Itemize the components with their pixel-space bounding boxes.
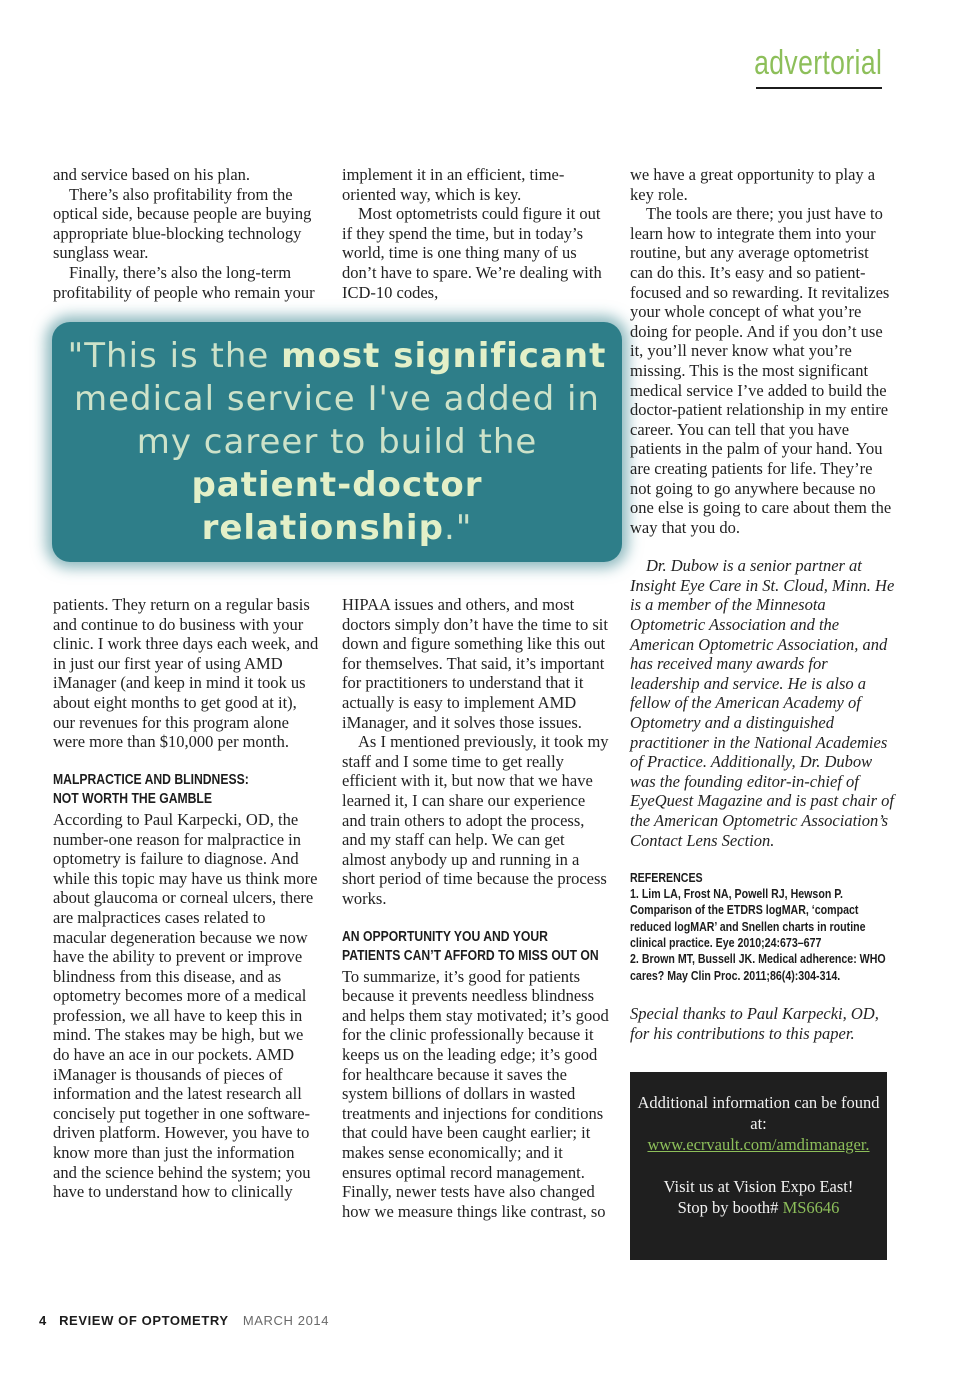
paragraph: and service based on his plan. <box>53 165 251 184</box>
section-heading-line: PATIENTS CAN’T AFFORD TO MISS OUT ON <box>342 948 599 965</box>
page-footer <box>39 1313 329 1328</box>
paragraph: According to Paul Karpecki, OD, the number-one reason for malpractice in optometry is failure to diagnose. And while this topic may have us think more about glaucoma or corneal ulcers, there are malpractices cases related to macular degeneration because we now have the ability to prevent or improve blindness from this disease, and as optometry becomes more of a medical profession, we all have to keep this in mind. The stakes may be high, but we do have an ace in our pockets. AMD iManager is thousands of pieces of information and the latest research all concisely put together in one software-driven platform. However, you have to know more than just the information and the science behind the system; you have to understand how to clinically <box>53 809 318 1202</box>
paragraph: The tools are there; you just have to learn how to integrate them into your routine, but any average optometrist can do this. It’s easy and so patient-focused and so rewarding. It revitalizes your whole concept of what you’re doing for people. And if you don’t use it, you’ll never know what you’re missing. This is the most significant medical service I’ve added to build the doctor-patient relationship in my entire career. You can tell that you have patients in the palm of your hand. You are creating patients for life. They’re not going to go anywhere because no one else is going to care about them the way that you do. <box>630 204 892 537</box>
section-heading-line: NOT WORTH THE GAMBLE <box>53 791 213 808</box>
reference-item: 2. Brown MT, Bussell JK. Medical adherence: WHO cares? May Clin Proc. 2011;86(4):304-314. <box>630 952 886 983</box>
paragraph: patients. They return on a regular basis and continue to do business with your clinic. I work three days each week, and in just our first year of using AMD iManager (and keep in mind it took us about eight months to get good at it), our revenues for this program alone were more than $10,000 per month. <box>53 595 319 752</box>
spacer <box>630 1155 887 1176</box>
page-number: 4 <box>39 1313 47 1328</box>
quote-emphasis-2: patient-doctor relationship <box>191 464 483 548</box>
pull-quote-box <box>52 322 622 562</box>
paragraph: Finally, there’s also the long-term profitability of people who remain your <box>53 262 315 302</box>
acknowledgement <box>630 1004 895 1043</box>
quote-middle: medical service I've added in my career to build the <box>74 378 600 462</box>
paragraph: As I mentioned previously, it took my staff and I some time to get really efficient with it, but now that we have learned it, I can share our experience and train others to adopt the process, and my staff can help. We can get almost anybody up and running in a short period of time because the process works. <box>342 732 609 908</box>
booth-number: MS6646 <box>782 1198 840 1217</box>
paragraph: HIPAA issues and others, and most doctors simply don’t have the time to sit down and figure something like this out for themselves. That said, it’s important for practitioners to understand that it actually is easy to implement AMD iManager, and it solves those issues. <box>342 595 608 732</box>
paragraph: Most optometrists could figure it out if they spend the time, but in today’s world, time is one thing many of us don’t have to spare. We’re dealing with ICD-10 codes, <box>342 204 602 302</box>
section-heading-line: MALPRACTICE AND BLINDNESS: <box>53 771 249 788</box>
column-2-top <box>342 165 610 302</box>
acknowledgement-text: Special thanks to Paul Karpecki, OD, for his contributions to this paper. <box>630 1003 879 1043</box>
reference-item: 1. Lim LA, Frost NA, Powell RJ, Hewson P. Comparison of the ETDRS logMAR, ‘compact reduced logMAR’ and Snellen charts in routine clinical practice. Eye 2010;24:673–677 <box>630 887 866 951</box>
magazine-name: REVIEW OF OPTOMETRY <box>59 1313 229 1328</box>
spacer <box>53 752 319 771</box>
pull-quote-text <box>66 335 608 550</box>
paragraph: we have a great opportunity to play a key role. <box>630 165 876 204</box>
author-bio <box>630 556 895 850</box>
section-tag: advertorial <box>753 44 882 82</box>
spacer <box>342 909 610 928</box>
booth-label: Stop by booth# <box>677 1198 783 1217</box>
info-box-link[interactable]: www.ecrvault.com/amdimanager. <box>647 1135 870 1154</box>
column-3 <box>630 165 895 1043</box>
issue-date: MARCH 2014 <box>242 1313 330 1328</box>
section-heading-line: AN OPPORTUNITY YOU AND YOUR <box>342 928 548 945</box>
column-1-bottom <box>53 595 319 1202</box>
info-box-visit: Visit us at Vision Expo East! <box>663 1177 854 1196</box>
quote-open: "This is the <box>67 335 282 376</box>
column-2-bottom <box>342 595 610 1221</box>
spacer <box>630 537 895 556</box>
info-box <box>630 1072 887 1260</box>
paragraph: To summarize, it’s good for patients because it prevents needless blindness and helps them stay motivated; it’s good for the clinic professionally because it keeps us on the leading edge; it’s good for healthcare because it saves the system billions of dollars in wasted treatments and injections for conditions that could have been caught earlier; it makes sense economically; and it ensures optimal record management. Finally, newer tests have also changed how we measure things like contrast, so <box>342 966 609 1221</box>
references-heading: REFERENCES <box>630 871 703 886</box>
column-1-top <box>53 165 323 302</box>
section-tag-underline <box>756 87 882 89</box>
info-box-intro: Additional information can be found at: <box>637 1093 880 1133</box>
paragraph: There’s also profitability from the optical side, because people are buying appropriate blue-blocking technology sunglass wear. <box>53 184 312 263</box>
paragraph: implement it in an efficient, time-oriented way, which is key. <box>342 165 565 204</box>
quote-emphasis-1: most significant <box>281 335 607 376</box>
info-box-booth <box>630 1197 887 1218</box>
references <box>630 870 895 984</box>
bio-text: Dr. Dubow is a senior partner at Insight Eye Care in St. Cloud, Minn. He is a member of the Minnesota Optometric Association and the American Optometric Association, and has received many awards for leadership and service. He is also a fellow of the American Academy of Optometry and a distinguished practitioner in the National Academies of Practice. Additionally, Dr. Dubow was the founding editor-in-chief of EyeQuest Magazine and is past chair of the American Optometric Association’s Contact Lens Section. <box>630 556 895 850</box>
quote-close: ." <box>443 507 473 548</box>
